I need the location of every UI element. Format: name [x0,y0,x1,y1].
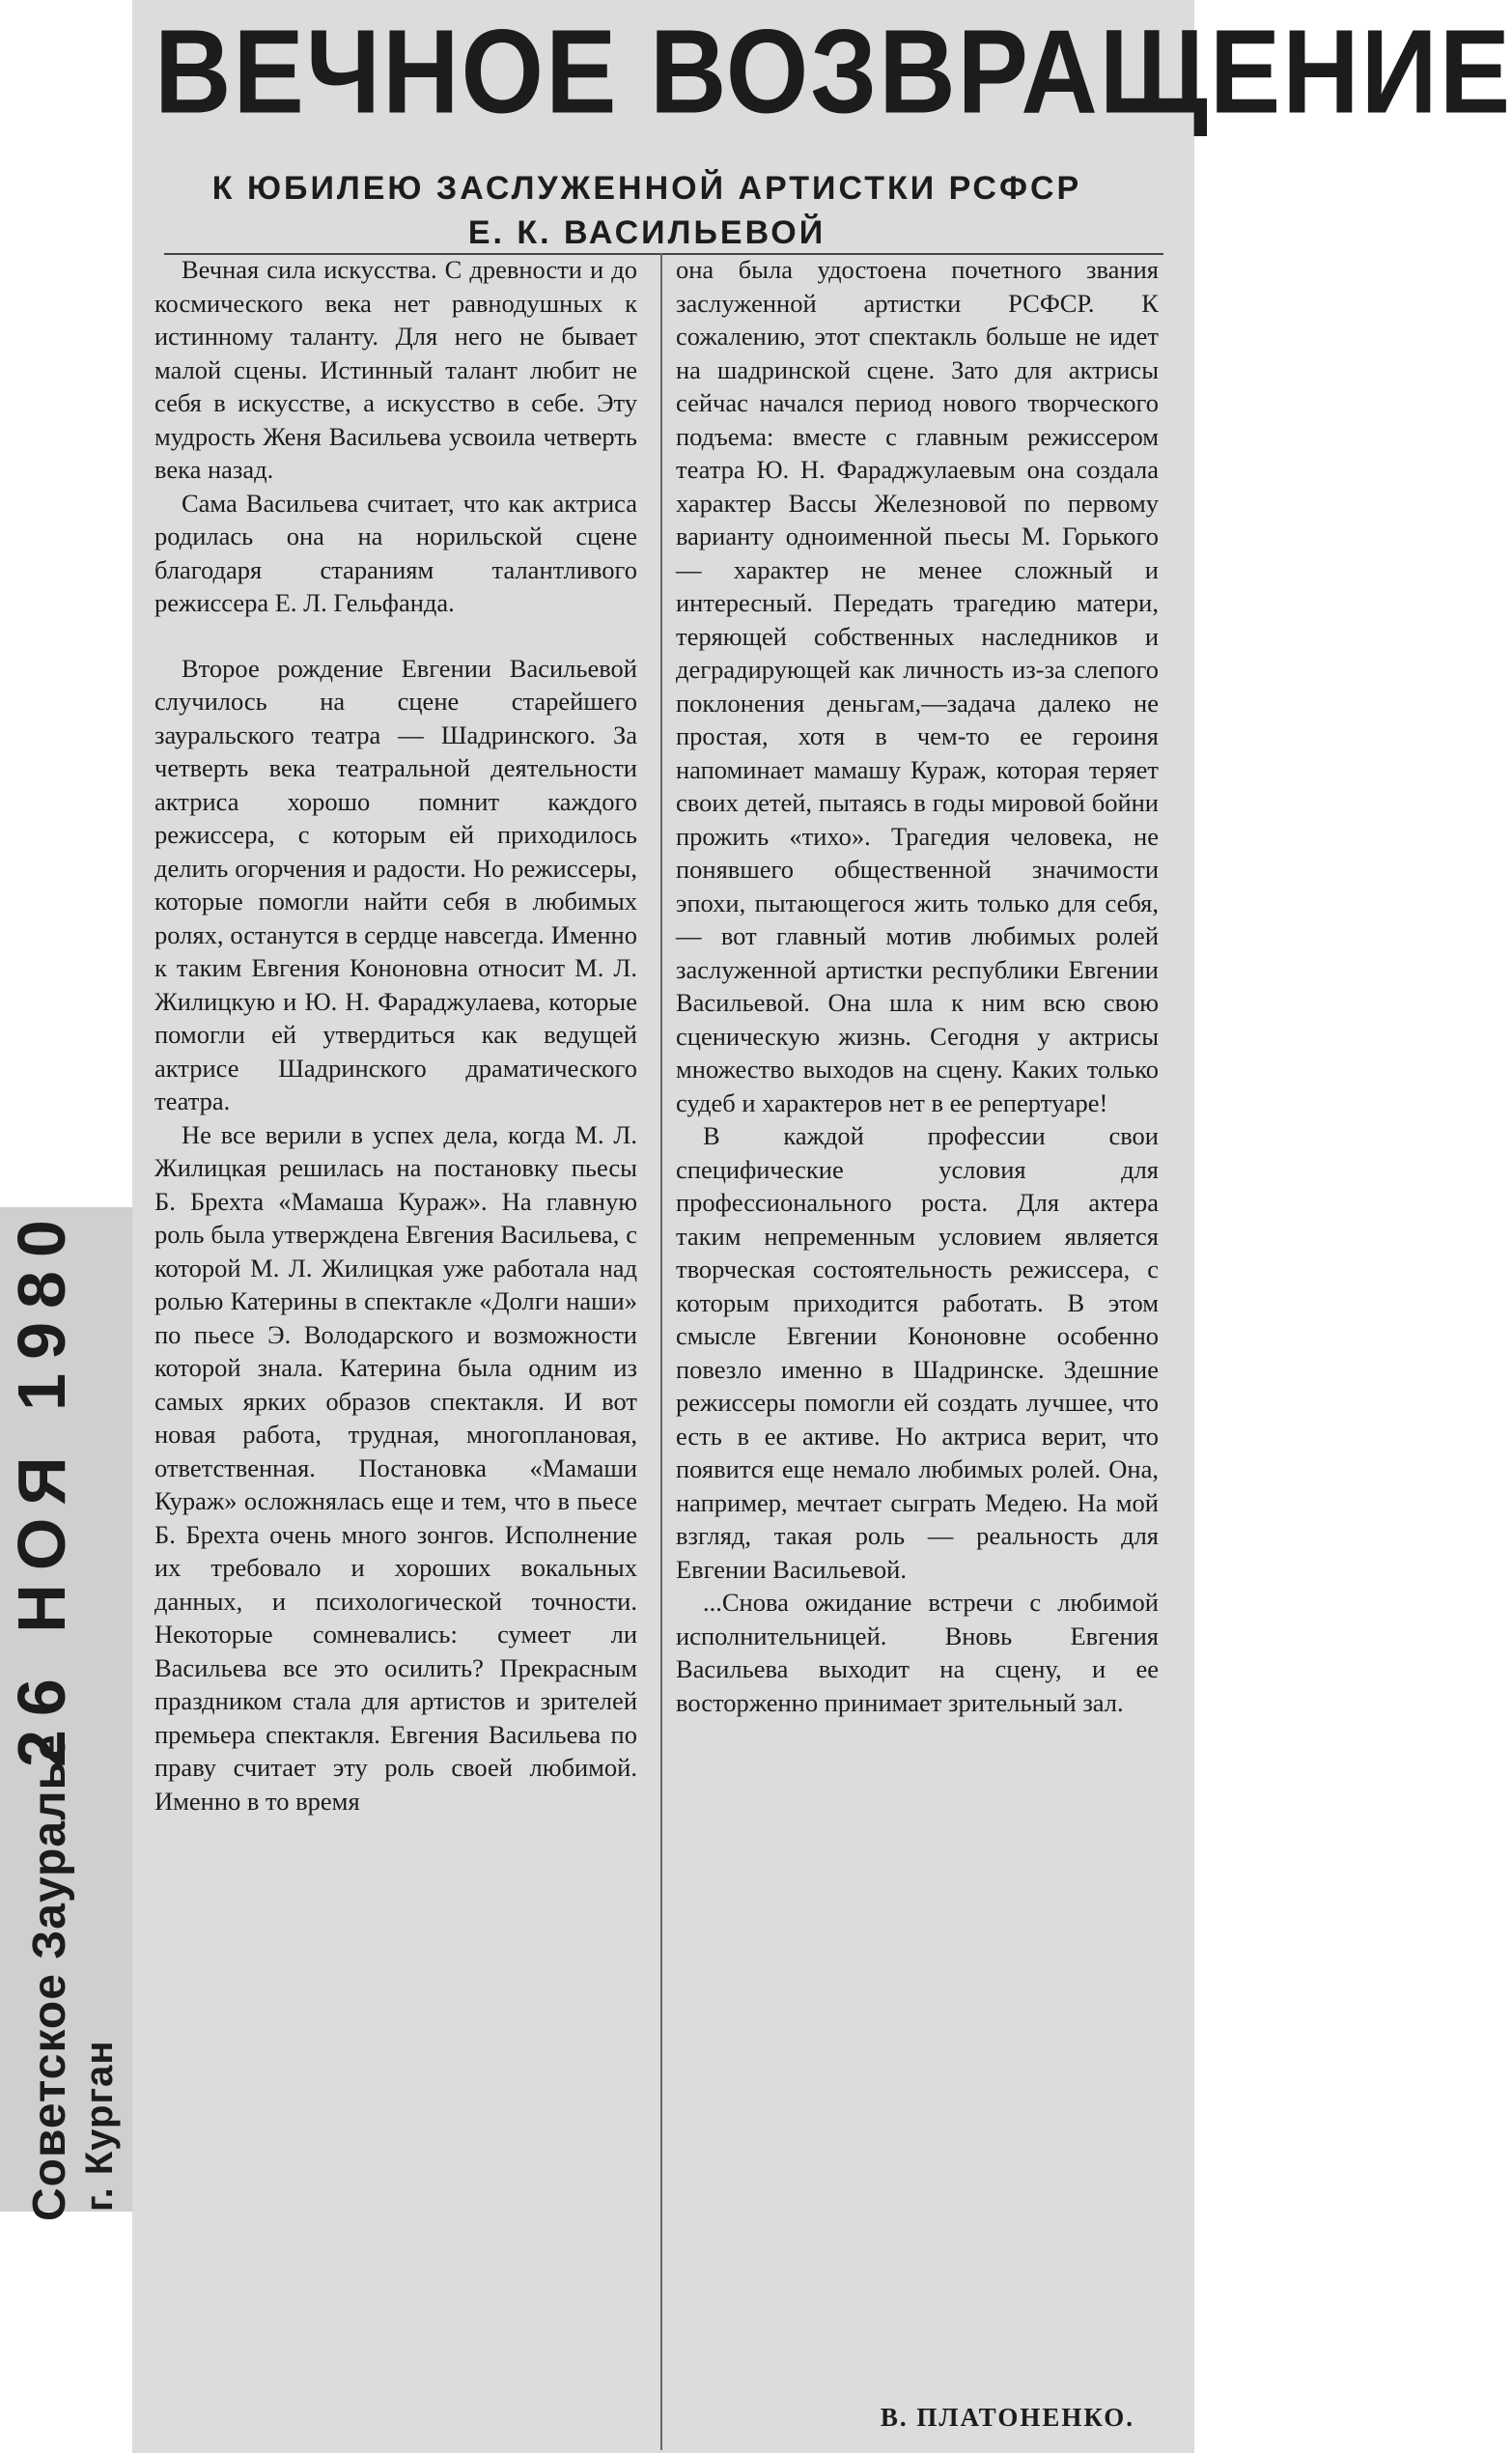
stamp-date: 26 НОЯ 1980 [4,1206,79,1767]
paragraph: Вечная сила искусства. С древности и до космического века нет равнодушных к истинному таланту. Для него не бывает малой сцены. Истинный талант любит не себя в искусстве, а искусство в себе. Эту мудрость Женя Васильева усвоила четверть века назад. [154,255,637,484]
paragraph: ...Снова ожидание встречи с любимой исполнительницей. Вновь Евгения Васильева выходит на сцену, и ее восторженно принимает зрительный зал. [676,1588,1159,1717]
author-signature: В. ПЛАТОНЕНКО. [880,2403,1134,2432]
subhead-line-1: К ЮБИЛЕЮ ЗАСЛУЖЕННОЙ АРТИСТКИ РСФСР [211,170,1082,207]
paragraph: Не все верили в успех дела, когда М. Л. Жилицкая решилась на постановку пьесы Б. Брехта «Мамаша Кураж». На главную роль была утверждена Евгения Васильева, с которой М. Л. Жилицкая уже работала над ролью Катерины в спектакле «Долги наши» по пьесе Э. Володарского и возможности которой знала. Катерина была одним из самых ярких образов спектакля. И вот новая работа, трудная, многоплановая, ответственная. Постановка «Мамаши Кураж» осложнялась еще и тем, что в пьесе Б. Брехта очень много зонгов. Исполнение их требовало и хороших вокальных данных, и психологической точности. Некоторые сомневались: сумеет ли Васильева все это осилить? Прекрасным праздником стала для артистов и зрителей премьера спектакля. Евгения Васильева по праву считает эту роль своей любимой. Именно в то время [154,1119,637,1816]
archive-stamp [3,1198,128,2221]
subhead-line-2: Е. К. ВАСИЛЬЕВОЙ [467,214,826,251]
right-column [676,253,1159,1719]
paragraph: она была удостоена почетного звания заслуженной артистки РСФСР. К сожалению, этот спектакль больше не идет на шадринской сцене. Зато для актрисы сейчас начался период нового творческого подъема: вместе с главным режиссером театра Ю. Н. Фараджулаевым она создала характер Вассы Железновой по первому варианту одноименной пьесы М. Горького — характер не менее сложный и интересный. Передать трагедию матери, теряющей собственных наследников и деградирующей как личность из-за слепого поклонения деньгам,—задача далеко не простая, хотя в чем-то ее героиня напоминает мамашу Кураж, которая теряет своих детей, пытаясь в годы мировой бойни прожить «тихо». Трагедия человека, не понявшего общественной значимости эпохи, пытающегося жить только для себя, — вот главный мотив любимых ролей заслуженной артистки республики Евгении Васильевой. Она шла к ним всю свою сценическую жизнь. Сегодня у актрисы множество выходов на сцену. Каких только судеб и характеров нет в ее репертуаре! [676,255,1159,1117]
left-column [154,253,637,1818]
paragraph: Сама Васильева считает, что как актриса родилась она на норильской сцене благодаря стараниям талантливого режиссера Е. Л. Гельфанда. [154,488,637,617]
article-headline: ВЕЧНОЕ ВОЗВРАЩЕНИЕ [154,5,1512,139]
stamp-city: г. Курган [78,2040,121,2212]
paragraph: Второе рождение Евгении Васильевой случилось на сцене старейшего зауральского театра — Шадринского. За четверть века театральной деятельности актриса хорошо помнит каждого режиссера, с которым ей приходилось делить огорчения и радости. Но режиссеры, которые помогли найти себя в любимых ролях, останутся в сердце навсегда. Именно к таким Евгения Кононовна относит М. Л. Жилицкую и Ю. Н. Фараджулаева, которые помогли ей утвердиться как ведущей актрисе Шадринского драматического театра. [154,653,637,1115]
column-divider [660,253,662,2450]
article-subhead [164,166,1130,255]
paragraph: В каждой профессии свои специфические условия для профессионального роста. Для актера таким непременным условием является творческая состоятельность режиссера, с которым приходится работать. В этом смысле Евгении Кононовне особенно повезло именно в Шадринске. Здешние режиссеры помогли ей создать лучшее, что есть в ее активе. Но актриса верит, что появится еще немало любимых ролей. Она, например, мечтает сыграть Медею. На мой взгляд, такая роль — реальность для Евгении Васильевой. [676,1121,1159,1584]
newspaper-name: Советское Зауралье [24,1734,75,2221]
